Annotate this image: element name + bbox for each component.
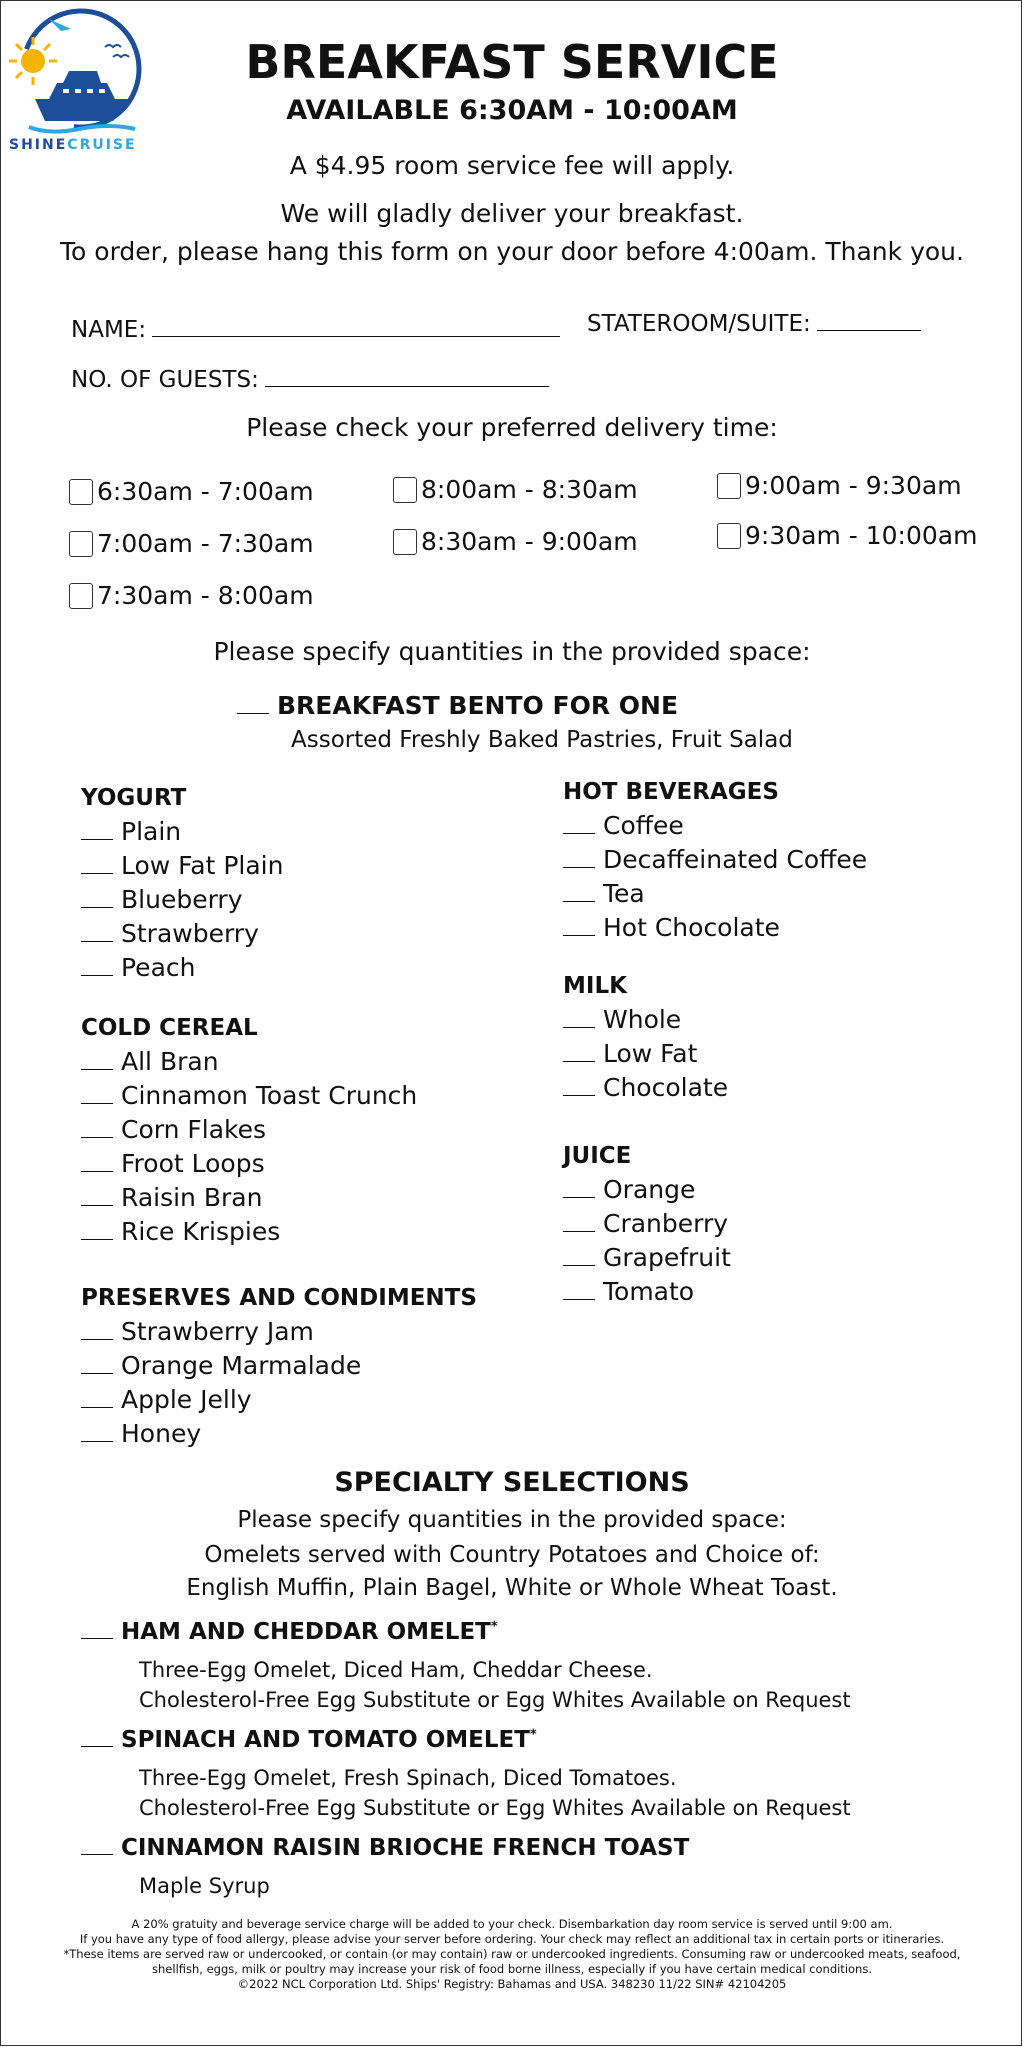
bento-title: BREAKFAST BENTO FOR ONE — [277, 691, 679, 720]
dish-mark: * — [529, 1727, 537, 1743]
menu-item[interactable] — [81, 1417, 477, 1451]
slot-option[interactable] — [69, 529, 314, 558]
menu-item[interactable] — [81, 849, 283, 883]
menu-item[interactable] — [563, 1173, 731, 1207]
dish-desc-line: Cholesterol-Free Egg Substitute or Egg Whites Available on Request — [139, 1796, 851, 1820]
slot-label: 8:30am - 9:00am — [421, 527, 638, 556]
quantity-blank[interactable] — [563, 1265, 595, 1266]
specialty-line1: Please specify quantities in the provided space: — [237, 1507, 787, 1533]
delivery-note-line1: We will gladly deliver your breakfast. — [280, 199, 744, 228]
stateroom-label: STATEROOM/SUITE: — [587, 311, 811, 337]
slot-option[interactable] — [717, 521, 977, 550]
specialty-line2: Omelets served with Country Potatoes and Choice of: — [204, 1542, 820, 1568]
item-label: Corn Flakes — [121, 1115, 267, 1144]
dish-name-row — [81, 1835, 689, 1861]
menu-item[interactable] — [563, 1241, 731, 1275]
quantity-blank[interactable] — [237, 713, 269, 714]
specialty-dish[interactable] — [81, 1727, 851, 1823]
stateroom-line[interactable] — [817, 312, 921, 331]
quantity-blank[interactable] — [81, 1638, 113, 1639]
menu-item[interactable] — [81, 1315, 477, 1349]
item-label: Strawberry Jam — [121, 1317, 314, 1346]
logo-word-cruise: CRUISE — [67, 137, 137, 153]
checkbox[interactable] — [69, 583, 93, 609]
dish-name: HAM AND CHEDDAR OMELET — [121, 1619, 491, 1645]
item-label: Tea — [603, 879, 645, 908]
dish-name: SPINACH AND TOMATO OMELET — [121, 1727, 530, 1753]
item-label: Cinnamon Toast Crunch — [121, 1081, 418, 1110]
quantity-blank[interactable] — [81, 1854, 113, 1855]
guests-field[interactable] — [71, 367, 549, 393]
section-title: JUICE — [563, 1143, 632, 1169]
quantity-blank[interactable] — [81, 1407, 113, 1408]
specialty-title: SPECIALTY SELECTIONS — [334, 1467, 690, 1498]
menu-item[interactable] — [563, 877, 867, 911]
section-title: MILK — [563, 973, 627, 999]
specialty-line3: English Muffin, Plain Bagel, White or Whole Wheat Toast. — [186, 1575, 838, 1601]
item-label: Apple Jelly — [121, 1385, 252, 1414]
menu-item[interactable] — [563, 1037, 728, 1071]
menu-item[interactable] — [81, 1215, 417, 1249]
slot-label: 9:00am - 9:30am — [745, 471, 962, 500]
specialty-dish[interactable] — [81, 1835, 689, 1901]
item-label: All Bran — [121, 1047, 219, 1076]
menu-item[interactable] — [81, 815, 283, 849]
item-label: Froot Loops — [121, 1149, 265, 1178]
item-label: Chocolate — [603, 1073, 729, 1102]
delivery-time-prompt: Please check your preferred delivery time: — [246, 413, 778, 442]
quantity-blank[interactable] — [563, 1095, 595, 1096]
quantity-blank[interactable] — [81, 1373, 113, 1374]
checkbox[interactable] — [393, 477, 417, 503]
quantity-blank[interactable] — [81, 1205, 113, 1206]
menu-item[interactable] — [563, 809, 867, 843]
delivery-note-line2: To order, please hang this form on your door before 4:00am. Thank you. — [60, 237, 964, 266]
name-line[interactable] — [152, 318, 560, 337]
quantity-blank[interactable] — [81, 1239, 113, 1240]
item-label: Blueberry — [121, 885, 243, 914]
slot-option[interactable] — [69, 581, 314, 610]
menu-item[interactable] — [81, 951, 283, 985]
quantity-blank[interactable] — [563, 833, 595, 834]
quantity-blank[interactable] — [81, 1339, 113, 1340]
name-field[interactable] — [71, 317, 560, 343]
menu-item[interactable] — [81, 1349, 477, 1383]
footer-line: ©2022 NCL Corporation Ltd. Ships' Registry: Bahamas and USA. 348230 11/22 SIN# 42104205 — [237, 1977, 787, 1991]
quantity-blank[interactable] — [563, 1061, 595, 1062]
service-fee-note: A $4.95 room service fee will apply. — [289, 151, 735, 180]
item-label: Decaffeinated Coffee — [603, 845, 868, 874]
quantity-blank[interactable] — [563, 935, 595, 936]
menu-item[interactable] — [563, 911, 867, 945]
dish-name-row — [81, 1619, 851, 1645]
specialty-dish[interactable] — [81, 1619, 851, 1715]
dish-desc-line: Maple Syrup — [139, 1874, 270, 1898]
guests-label: NO. OF GUESTS: — [71, 367, 259, 393]
quantity-blank[interactable] — [563, 1299, 595, 1300]
item-label: Coffee — [603, 811, 684, 840]
quantity-blank[interactable] — [563, 1197, 595, 1198]
item-label: Grapefruit — [603, 1243, 731, 1272]
menu-item[interactable] — [81, 883, 283, 917]
menu-item[interactable] — [563, 843, 867, 877]
name-label: NAME: — [71, 317, 147, 343]
section-yogurt — [81, 785, 283, 985]
item-label: Plain — [121, 817, 182, 846]
quantity-blank[interactable] — [563, 1231, 595, 1232]
menu-item[interactable] — [81, 1147, 417, 1181]
quantity-blank[interactable] — [563, 1027, 595, 1028]
slot-option[interactable] — [717, 471, 962, 500]
dish-desc-line: Three-Egg Omelet, Diced Ham, Cheddar Cheese. — [139, 1658, 653, 1682]
menu-item[interactable] — [81, 1045, 417, 1079]
dish-desc-line: Three-Egg Omelet, Fresh Spinach, Diced Tomatoes. — [139, 1766, 677, 1790]
item-label: Tomato — [603, 1277, 695, 1306]
item-label: Raisin Bran — [121, 1183, 263, 1212]
stateroom-field[interactable] — [587, 311, 921, 337]
footer-line: shellfish, eggs, milk or poultry may increase your risk of food borne illness, especially if you have certain medical conditions. — [152, 1962, 872, 1976]
item-label: Hot Chocolate — [603, 913, 780, 942]
checkbox[interactable] — [717, 523, 741, 549]
dish-mark: * — [490, 1619, 498, 1635]
quantity-blank[interactable] — [563, 901, 595, 902]
item-label: Low Fat Plain — [121, 851, 284, 880]
slot-option[interactable] — [393, 527, 638, 556]
quantity-blank[interactable] — [81, 1137, 113, 1138]
menu-item[interactable] — [81, 1113, 417, 1147]
menu-item[interactable] — [81, 1181, 417, 1215]
dish-desc-line: Cholesterol-Free Egg Substitute or Egg Whites Available on Request — [139, 1688, 851, 1712]
slot-option[interactable] — [69, 477, 314, 506]
section-title: YOGURT — [81, 785, 187, 811]
quantity-blank[interactable] — [81, 839, 113, 840]
quantity-blank[interactable] — [81, 1171, 113, 1172]
section-cold-cereal — [81, 1015, 417, 1249]
quantity-blank[interactable] — [81, 907, 113, 908]
item-label: Rice Krispies — [121, 1217, 281, 1246]
section-title: COLD CEREAL — [81, 1015, 258, 1041]
bento-item[interactable] — [237, 691, 678, 720]
section-preserves — [81, 1285, 477, 1451]
section-juice — [563, 1143, 731, 1309]
guests-line[interactable] — [265, 368, 549, 387]
logo-word-shine: SHINE — [9, 137, 68, 153]
item-label: Orange — [603, 1175, 696, 1204]
menu-item[interactable] — [563, 1003, 728, 1037]
quantity-blank[interactable] — [81, 941, 113, 942]
menu-item[interactable] — [563, 1275, 731, 1309]
menu-item[interactable] — [563, 1071, 728, 1105]
slot-option[interactable] — [393, 475, 638, 504]
quantity-blank[interactable] — [81, 975, 113, 976]
section-milk — [563, 973, 728, 1105]
quantity-blank[interactable] — [81, 1441, 113, 1442]
slot-label: 7:00am - 7:30am — [97, 529, 314, 558]
footer-line: If you have any type of food allergy, please advise your server before ordering. Your check may reflect an additional tax in certain ports or itineraries. — [79, 1932, 945, 1946]
dish-name-row — [81, 1727, 851, 1753]
footer-line: *These items are served raw or undercooked, or contain (or may contain) raw or undercooked ingredients. Consuming raw or undercooked meats, seafood, — [63, 1947, 961, 1961]
item-label: Low Fat — [603, 1039, 698, 1068]
footer-disclaimer — [1, 1917, 1023, 1992]
checkbox[interactable] — [717, 473, 741, 499]
slot-label: 8:00am - 8:30am — [421, 475, 638, 504]
item-label: Peach — [121, 953, 196, 982]
item-label: Strawberry — [121, 919, 259, 948]
bento-description: Assorted Freshly Baked Pastries, Fruit Salad — [291, 727, 793, 753]
section-title: PRESERVES AND CONDIMENTS — [81, 1285, 477, 1311]
menu-item[interactable] — [563, 1207, 731, 1241]
checkbox[interactable] — [69, 531, 93, 557]
quantity-blank[interactable] — [81, 1746, 113, 1747]
item-label: Orange Marmalade — [121, 1351, 362, 1380]
checkbox[interactable] — [69, 479, 93, 505]
quantity-blank[interactable] — [81, 1103, 113, 1104]
quantity-blank[interactable] — [563, 867, 595, 868]
slot-label: 9:30am - 10:00am — [745, 521, 978, 550]
footer-line: A 20% gratuity and beverage service charge will be added to your check. Disembarkation day room service is served until 9:00 am. — [131, 1917, 893, 1931]
menu-item[interactable] — [81, 1383, 477, 1417]
page-title: BREAKFAST SERVICE — [245, 35, 779, 89]
item-label: Cranberry — [603, 1209, 729, 1238]
dish-name: CINNAMON RAISIN BRIOCHE FRENCH TOAST — [121, 1835, 690, 1861]
quantities-prompt: Please specify quantities in the provided space: — [213, 637, 811, 666]
slot-label: 6:30am - 7:00am — [97, 477, 314, 506]
item-label: Honey — [121, 1419, 202, 1448]
quantity-blank[interactable] — [81, 1069, 113, 1070]
menu-item[interactable] — [81, 917, 283, 951]
menu-item[interactable] — [81, 1079, 417, 1113]
section-title: HOT BEVERAGES — [563, 779, 779, 805]
section-hot-beverages — [563, 779, 867, 945]
slot-label: 7:30am - 8:00am — [97, 581, 314, 610]
checkbox[interactable] — [393, 529, 417, 555]
item-label: Whole — [603, 1005, 682, 1034]
quantity-blank[interactable] — [81, 873, 113, 874]
service-hours: AVAILABLE 6:30AM - 10:00AM — [286, 95, 738, 126]
